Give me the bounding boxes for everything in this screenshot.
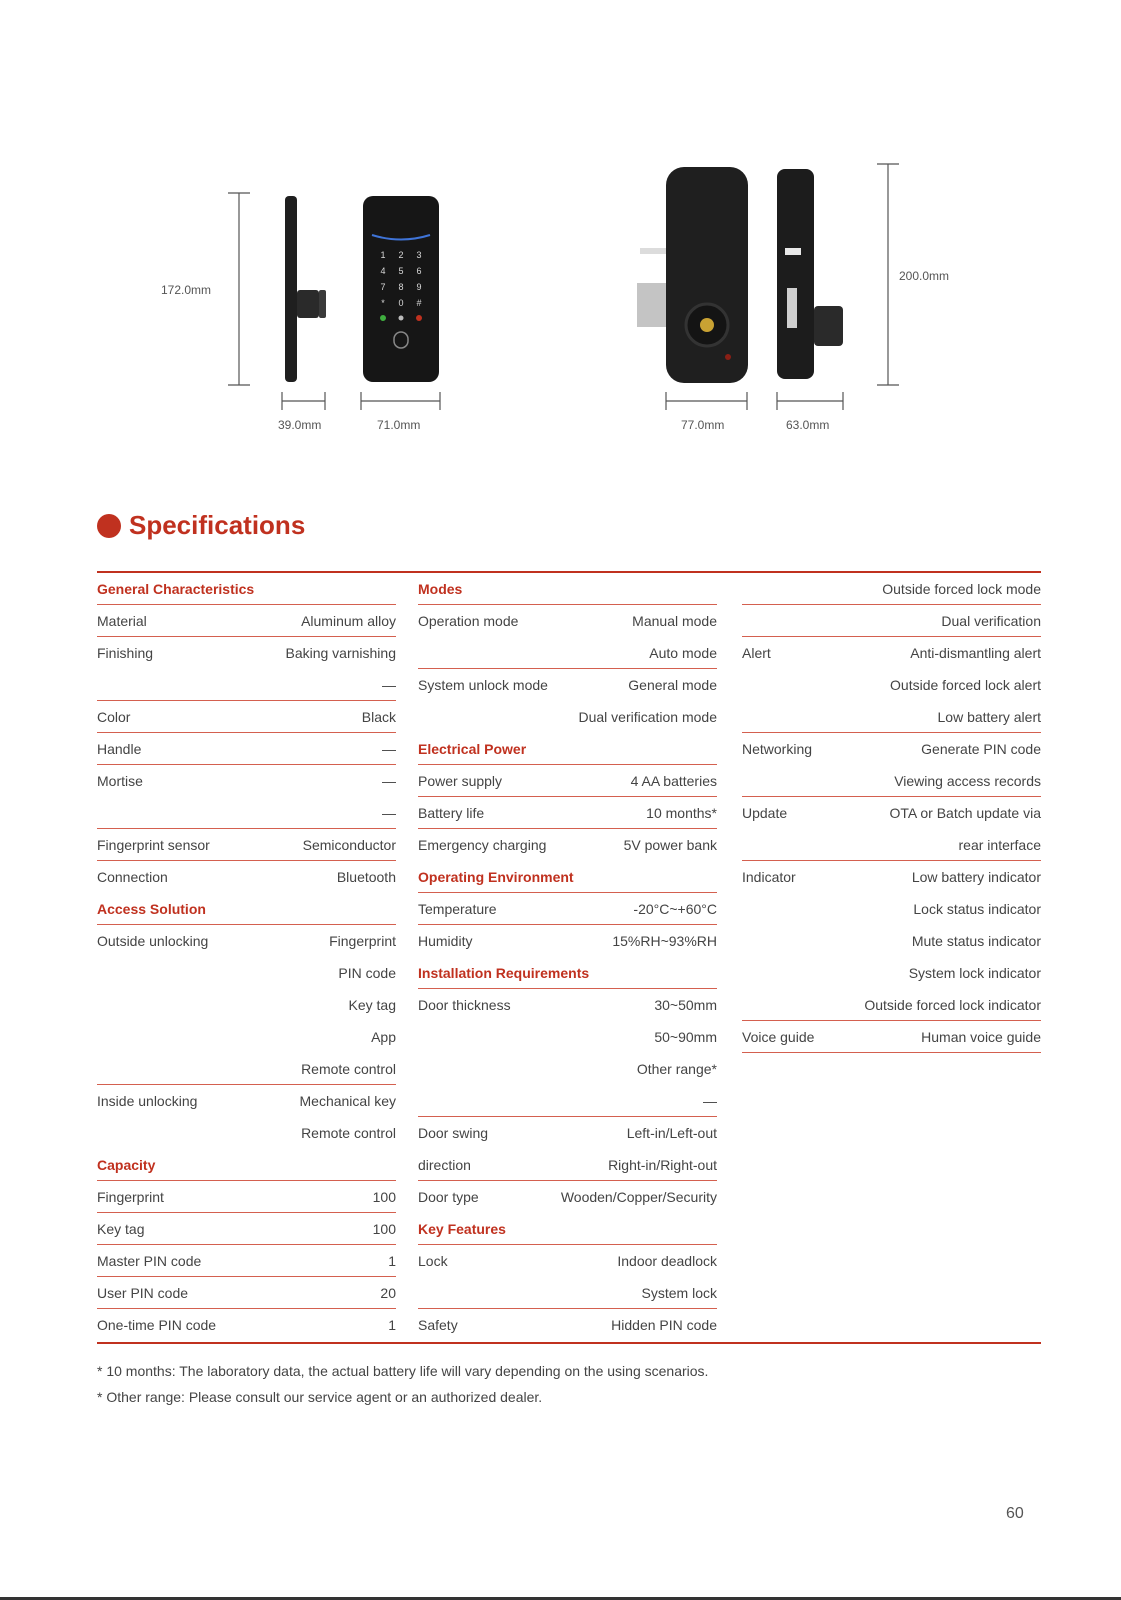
spec-value: App [371, 1029, 396, 1045]
spec-value: -20°C~+60°C [633, 901, 717, 917]
spec-column-3 [742, 573, 1041, 1053]
dimension-back-height: 200.0mm [899, 269, 950, 283]
spec-label: System unlock mode [418, 677, 548, 693]
footnotes [97, 1358, 708, 1410]
spec-label: Operation mode [418, 613, 519, 629]
spec-value: Auto mode [649, 645, 717, 661]
spec-value: Black [361, 709, 396, 725]
spec-row [418, 1117, 717, 1149]
key-star: * [381, 298, 385, 308]
spec-value: Fingerprint [329, 933, 396, 949]
spec-label: Battery life [418, 805, 485, 821]
section-title: Access Solution [97, 901, 206, 917]
footnote-other-range: * Other range: Please consult our service agent or an authorized dealer. [97, 1389, 543, 1405]
spec-value: Mute status indicator [911, 933, 1041, 949]
section-title: Capacity [97, 1157, 156, 1173]
key-7: 7 [380, 282, 386, 292]
spec-value: Hidden PIN code [611, 1317, 717, 1333]
spec-row [97, 637, 396, 669]
spec-label: Outside unlocking [97, 933, 209, 949]
spec-value: Other range* [636, 1061, 717, 1077]
spec-value: 20 [380, 1285, 396, 1301]
spec-value: Viewing access records [894, 773, 1041, 789]
spec-row [97, 925, 396, 957]
spec-row [742, 605, 1041, 637]
spec-row [97, 1181, 396, 1213]
spec-label: Door swing [418, 1125, 489, 1141]
spec-row [742, 893, 1041, 925]
spec-value: Left-in/Left-out [626, 1125, 717, 1141]
spec-row [97, 733, 396, 765]
spec-value: 50~90mm [654, 1029, 717, 1045]
spec-row [418, 1309, 717, 1341]
spec-value: — [382, 805, 396, 821]
key-9: 9 [416, 282, 422, 292]
spec-row [97, 701, 396, 733]
spec-row [742, 573, 1041, 605]
spec-row [418, 1245, 717, 1277]
key-2: 2 [398, 250, 404, 260]
spec-row [97, 1117, 396, 1149]
dimension-back-side-depth: 63.0mm [786, 418, 830, 432]
spec-value: Remote control [301, 1061, 396, 1077]
spec-value: — [382, 741, 396, 757]
spec-row [97, 829, 396, 861]
spec-value: Baking varnishing [285, 645, 396, 661]
spec-value: Mechanical key [299, 1093, 396, 1109]
spec-label: Lock [418, 1253, 448, 1269]
spec-value: 4 AA batteries [630, 773, 717, 789]
spec-value: Manual mode [632, 613, 717, 629]
spec-value: Generate PIN code [921, 741, 1041, 757]
spec-row [418, 637, 717, 669]
spec-label: One-time PIN code [97, 1317, 217, 1333]
spec-row [418, 797, 717, 829]
spec-row [418, 1181, 717, 1213]
key-5: 5 [398, 266, 404, 276]
spec-row [97, 669, 396, 701]
spec-row [97, 1309, 396, 1341]
spec-row [97, 1021, 396, 1053]
spec-value: General mode [628, 677, 717, 693]
spec-label: Alert [742, 645, 771, 661]
spec-row [418, 829, 717, 861]
spec-row [97, 1085, 396, 1117]
spec-value: Dual verification [941, 613, 1041, 629]
spec-value: Lock status indicator [913, 901, 1041, 917]
key-6: 6 [416, 266, 422, 276]
spec-value: 10 months* [646, 805, 717, 821]
spec-section-header [97, 573, 396, 605]
spec-value: 15%RH~93%RH [612, 933, 717, 949]
spec-row [97, 1213, 396, 1245]
spec-value: Semiconductor [302, 837, 396, 853]
spec-label: Master PIN code [97, 1253, 202, 1269]
page-number: 60 [1006, 1505, 1024, 1522]
key-8: 8 [398, 282, 404, 292]
spec-row [742, 797, 1041, 829]
spec-row [742, 829, 1041, 861]
spec-value: Remote control [301, 1125, 396, 1141]
spec-label: Temperature [418, 901, 497, 917]
spec-row [97, 1277, 396, 1309]
section-title: Installation Requirements [418, 965, 590, 981]
spec-value: Indoor deadlock [617, 1253, 717, 1269]
bullet-dot-icon [97, 514, 121, 538]
spec-label: Finishing [97, 645, 154, 661]
spec-label: Indicator [742, 869, 796, 885]
spec-row [742, 701, 1041, 733]
spec-row [418, 765, 717, 797]
spec-row [418, 1053, 717, 1085]
key-3: 3 [416, 250, 422, 260]
spec-label: Key tag [97, 1221, 145, 1237]
spec-section-header [418, 733, 717, 765]
spec-label: Connection [97, 869, 168, 885]
spec-value: — [703, 1093, 717, 1109]
spec-row [418, 605, 717, 637]
spec-value: PIN code [338, 965, 396, 981]
spec-row [97, 765, 396, 797]
spec-column-2 [418, 573, 717, 1341]
spec-row [418, 1277, 717, 1309]
spec-label: Power supply [418, 773, 503, 789]
lock-back-view [637, 167, 748, 383]
spec-row [742, 957, 1041, 989]
lock-front-view [363, 196, 439, 382]
spec-label: Mortise [97, 773, 143, 789]
spec-value: Anti-dismantling alert [910, 645, 1041, 661]
spec-value: Key tag [348, 997, 396, 1013]
spec-value: Dual verification mode [578, 709, 717, 725]
spec-row [97, 957, 396, 989]
footnote-battery: * 10 months: The laboratory data, the actual battery life will vary depending on the using scenarios. [97, 1363, 709, 1379]
page-title: Specifications [129, 510, 306, 540]
spec-value: Human voice guide [921, 1029, 1041, 1045]
spec-label: Color [97, 709, 131, 725]
spec-row [97, 989, 396, 1021]
spec-value: 1 [388, 1317, 396, 1333]
table-bottom-rule [97, 1342, 1041, 1344]
spec-row [97, 1245, 396, 1277]
spec-section-header [418, 861, 717, 893]
dimension-back-width: 77.0mm [681, 418, 725, 432]
key-4: 4 [380, 266, 386, 276]
spec-value: Right-in/Right-out [608, 1157, 717, 1173]
spec-label: Door type [418, 1189, 479, 1205]
spec-value: 1 [388, 1253, 396, 1269]
spec-label: Fingerprint [97, 1189, 164, 1205]
spec-value: 30~50mm [654, 997, 717, 1013]
spec-value: Low battery indicator [911, 869, 1041, 885]
spec-value: 5V power bank [623, 837, 717, 853]
spec-label: Humidity [418, 933, 473, 949]
spec-value: Outside forced lock indicator [864, 997, 1041, 1013]
spec-label: Safety [418, 1317, 458, 1333]
spec-label: Door thickness [418, 997, 511, 1013]
spec-row [418, 1149, 717, 1181]
spec-row [418, 925, 717, 957]
lock-back-side-view [777, 169, 843, 379]
spec-row [418, 701, 717, 733]
spec-section-header [418, 573, 717, 605]
spec-value: Outside forced lock mode [882, 581, 1041, 597]
spec-row [742, 989, 1041, 1021]
spec-row [742, 733, 1041, 765]
section-heading [97, 510, 305, 541]
spec-value: — [382, 677, 396, 693]
spec-value: — [382, 773, 396, 789]
spec-label: User PIN code [97, 1285, 189, 1301]
spec-row [742, 1021, 1041, 1053]
spec-label: Networking [742, 741, 813, 757]
section-title: Electrical Power [418, 741, 527, 757]
spec-row [418, 1021, 717, 1053]
spec-row [97, 605, 396, 637]
spec-section-header [97, 893, 396, 925]
spec-row [418, 1085, 717, 1117]
spec-label: Fingerprint sensor [97, 837, 210, 853]
spec-value: Aluminum alloy [301, 613, 396, 629]
spec-row [742, 925, 1041, 957]
key-hash: # [416, 298, 422, 308]
spec-label: Emergency charging [418, 837, 547, 853]
spec-section-header [97, 1149, 396, 1181]
lock-side-view [285, 196, 326, 382]
dimension-side-depth: 39.0mm [278, 418, 322, 432]
spec-section-header [418, 1213, 717, 1245]
spec-row [742, 861, 1041, 893]
section-title: General Characteristics [97, 581, 255, 597]
spec-label: Inside unlocking [97, 1093, 198, 1109]
spec-label: Update [742, 805, 788, 821]
spec-row [97, 1053, 396, 1085]
spec-row [418, 669, 717, 701]
spec-row [97, 861, 396, 893]
spec-value: Outside forced lock alert [890, 677, 1041, 693]
spec-row [742, 669, 1041, 701]
dimension-front-width: 71.0mm [377, 418, 421, 432]
spec-row [742, 637, 1041, 669]
section-title: Modes [418, 581, 463, 597]
spec-value: OTA or Batch update via [889, 805, 1041, 821]
spec-value: Wooden/Copper/Security [560, 1189, 717, 1205]
spec-value: Low battery alert [937, 709, 1041, 725]
spec-row [418, 893, 717, 925]
spec-row [418, 989, 717, 1021]
spec-value: rear interface [958, 837, 1041, 853]
spec-value: 100 [372, 1189, 396, 1205]
spec-label: Handle [97, 741, 142, 757]
section-title: Key Features [418, 1221, 506, 1237]
spec-label: Voice guide [742, 1029, 815, 1045]
dimension-front-height: 172.0mm [161, 283, 212, 297]
spec-value: System lock indicator [908, 965, 1041, 981]
spec-column-1 [97, 573, 396, 1341]
key-0: 0 [398, 298, 404, 308]
spec-label: direction [418, 1157, 471, 1173]
spec-value: Bluetooth [336, 869, 396, 885]
spec-value: 100 [372, 1221, 396, 1237]
key-1: 1 [380, 250, 386, 260]
spec-row [742, 765, 1041, 797]
spec-row [97, 797, 396, 829]
spec-label: Material [97, 613, 147, 629]
spec-value: System lock [641, 1285, 717, 1301]
product-drawings [0, 0, 1121, 460]
spec-section-header [418, 957, 717, 989]
section-title: Operating Environment [418, 869, 574, 885]
